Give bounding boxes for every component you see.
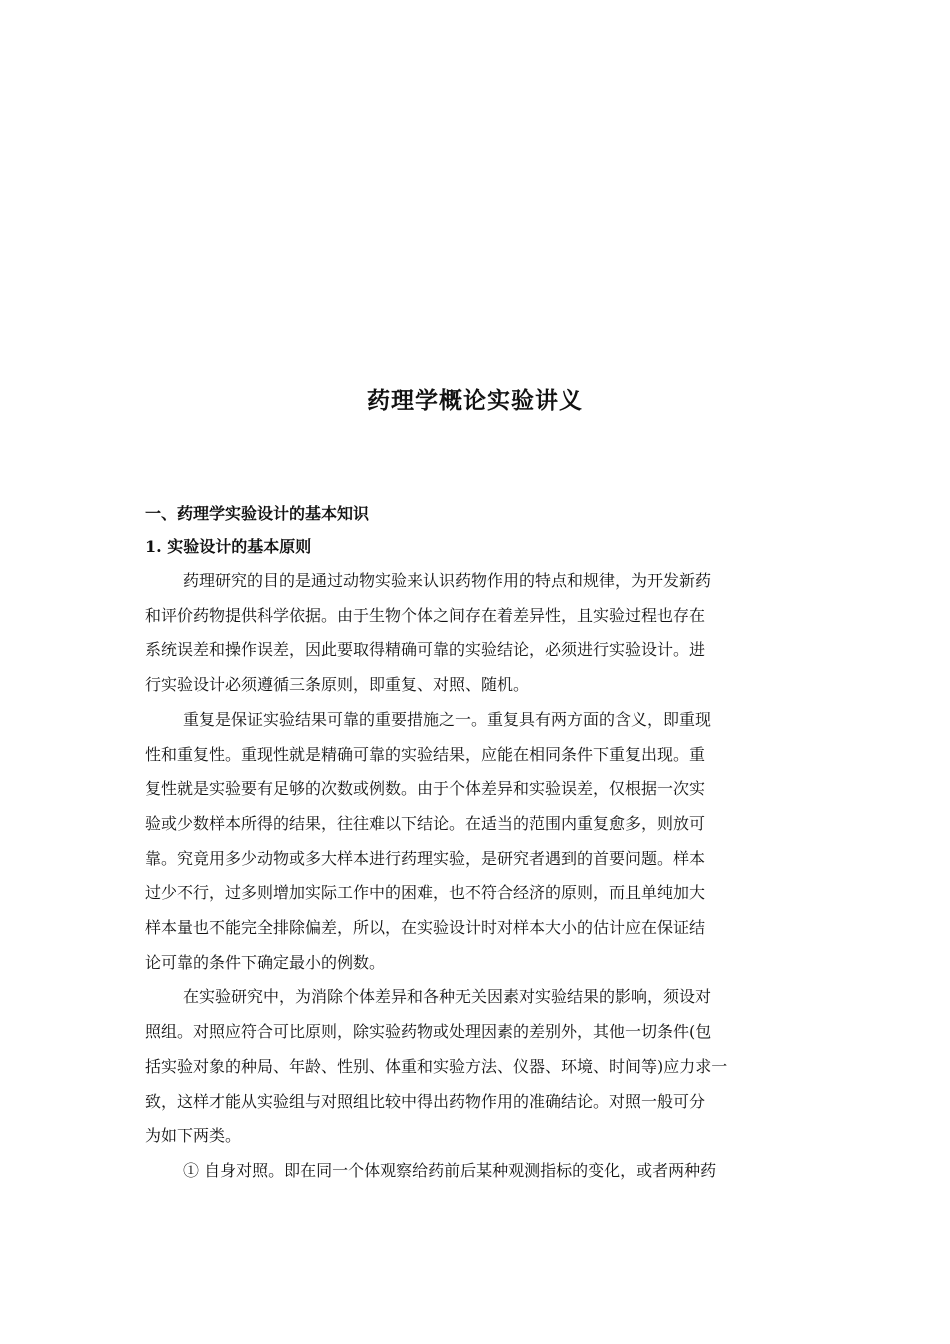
subsection-heading: 1. 实验设计的基本原则	[145, 537, 312, 556]
paragraph-line: 靠。究竟用多少动物或多大样本进行药理实验，是研究者遇到的首要问题。样本	[145, 848, 706, 868]
body-paragraph	[145, 980, 807, 1154]
document-title: 药理学概论实验讲义	[367, 388, 583, 414]
paragraph-line: 为如下两类。	[145, 1126, 242, 1146]
body-paragraph	[145, 1154, 807, 1189]
paragraph-list	[145, 564, 807, 1189]
paragraph-line: 括实验对象的种局、年龄、性别、体重和实验方法、仪器、环境、时间等)应力求一	[145, 1056, 728, 1076]
section-heading: 一、药理学实验设计的基本知识	[145, 504, 370, 523]
paragraph-line: 在实验研究中，为消除个体差异和各种无关因素对实验结果的影响，须设对	[183, 987, 712, 1007]
paragraph-line: 和评价药物提供科学依据。由于生物个体之间存在着差异性，且实验过程也存在	[145, 605, 706, 625]
paragraph-line: 重复是保证实验结果可靠的重要措施之一。重复具有两方面的含义，即重现	[183, 709, 712, 729]
paragraph-line: 论可靠的条件下确定最小的例数。	[145, 952, 386, 972]
paragraph-line: 性和重复性。重现性就是精确可靠的实验结果，应能在相同条件下重复出现。重	[145, 744, 706, 764]
paragraph-line: 复性就是实验要有足够的次数或例数。由于个体差异和实验误差，仅根据一次实	[145, 779, 706, 799]
paragraph-line: 验或少数样本所得的结果，往往难以下结论。在适当的范围内重复愈多，则放可	[145, 813, 706, 833]
body-paragraph	[145, 564, 807, 703]
paragraph-line: 致，这样才能从实验组与对照组比较中得出药物作用的准确结论。对照一般可分	[145, 1091, 706, 1111]
paragraph-line: 系统误差和操作误差，因此要取得精确可靠的实验结论，必须进行实验设计。进	[145, 640, 706, 660]
paragraph-line: ① 自身对照。即在同一个体观察给药前后某种观测指标的变化，或者两种药	[183, 1160, 717, 1180]
paragraph-line: 行实验设计必须遵循三条原则，即重复、对照、随机。	[145, 675, 530, 695]
paragraph-line: 药理研究的目的是通过动物实验来认识药物作用的特点和规律，为开发新药	[183, 571, 712, 590]
paragraph-line: 样本量也不能完全排除偏差，所以，在实验设计时对样本大小的估计应在保证结	[145, 918, 706, 938]
body-paragraph	[145, 703, 807, 981]
paragraph-line: 过少不行，过多则增加实际工作中的困难，也不符合经济的原则，而且单纯加大	[145, 883, 706, 903]
paragraph-line: 照组。对照应符合可比原则，除实验药物或处理因素的差别外，其他一切条件(包	[145, 1022, 712, 1042]
document-body	[145, 498, 807, 1189]
